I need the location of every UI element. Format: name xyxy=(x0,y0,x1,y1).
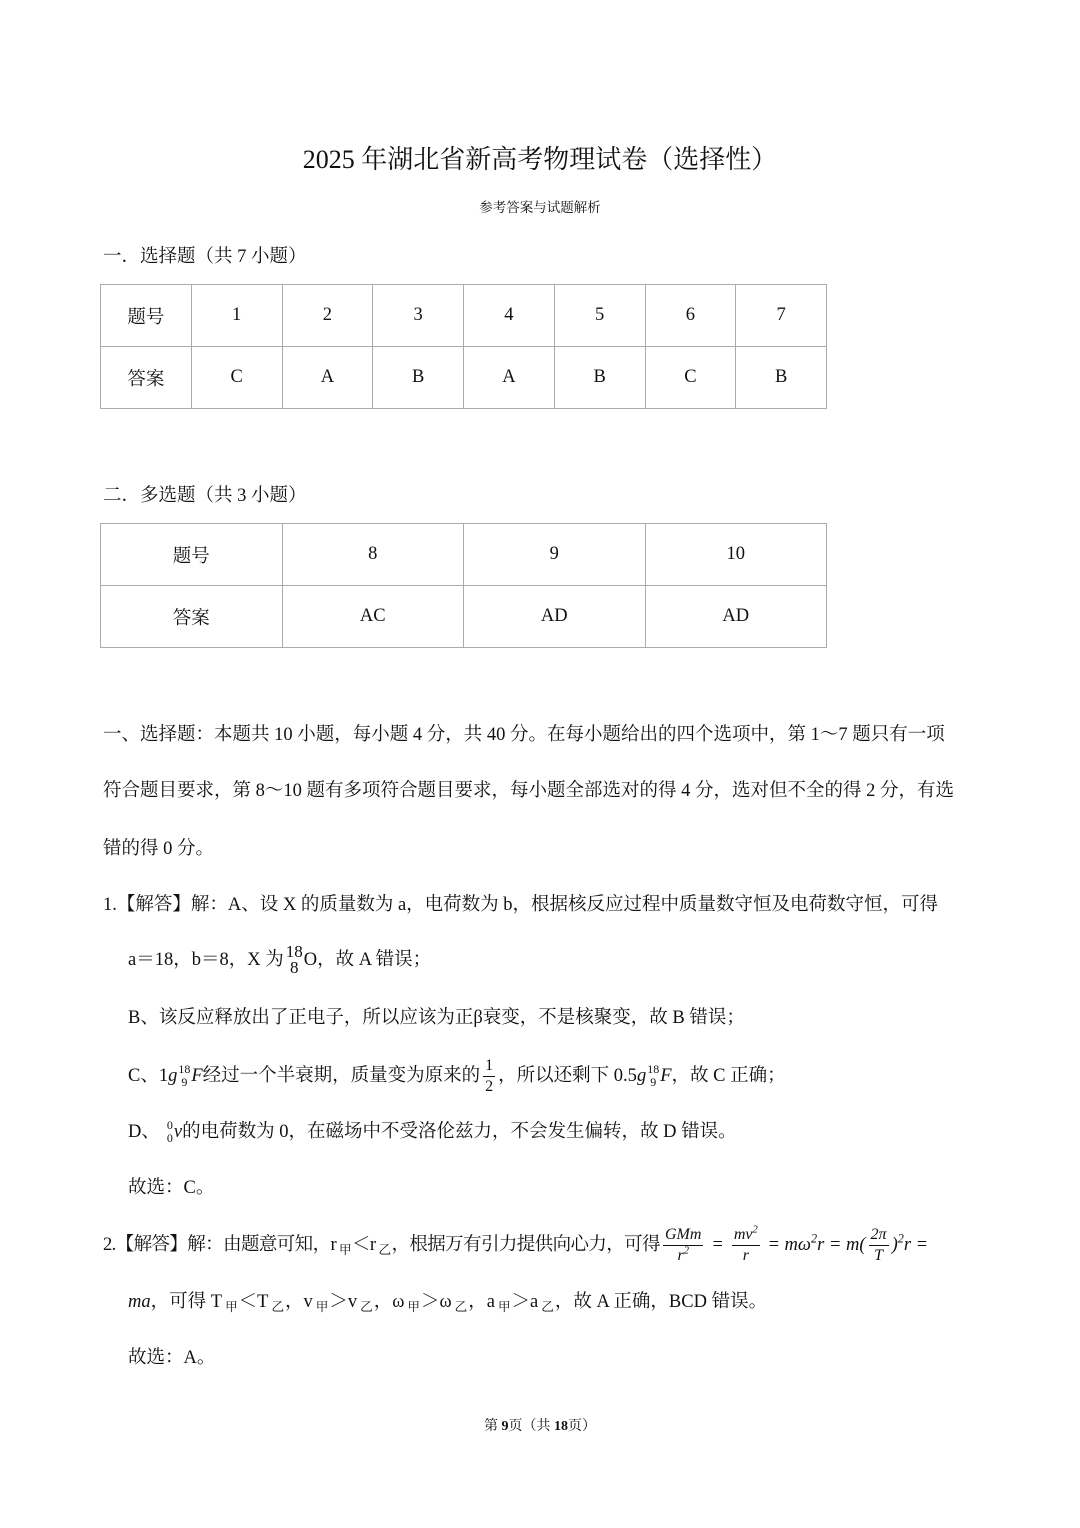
question-number-cell: 1 xyxy=(191,285,282,347)
instructions-line-3 xyxy=(103,836,214,862)
oxygen-nuclide-numbers xyxy=(285,941,303,977)
subscript-jia: 甲 xyxy=(407,1300,420,1314)
instructions-text: 错的得 0 分。 xyxy=(103,839,215,859)
table-row-question-numbers xyxy=(101,524,827,586)
question-number-cell: 5 xyxy=(554,285,645,347)
nuclide-symbol: O xyxy=(303,950,318,970)
equation-text: = mω xyxy=(762,1235,811,1255)
question-number-cell: 10 xyxy=(645,524,827,586)
q2-solution-line-1 xyxy=(103,1224,929,1264)
section-heading-multiple-choice: 二．多选题（共 3 小题） xyxy=(103,486,307,506)
section-heading-single-choice: 一．选择题（共 7 小题） xyxy=(103,247,307,267)
question-number-cell: 9 xyxy=(464,524,646,586)
fraction-gravity xyxy=(663,1227,703,1264)
fraction-angular xyxy=(869,1227,889,1264)
equation-text: ma xyxy=(128,1292,151,1312)
fluorine-nuclide-numbers xyxy=(178,1063,190,1088)
q1-line4-lead: C、1 xyxy=(128,1066,169,1086)
q1-final-choice xyxy=(128,1175,214,1201)
instructions-text: 一、选择题：本题共 10 小题，每小题 4 分，共 40 分。在每小题给出的四个选项中，第 1～7 题只有一项 xyxy=(103,725,945,745)
question-number-cell: 4 xyxy=(464,285,555,347)
equation-segment xyxy=(763,1232,866,1258)
row-label-answer: 答案 xyxy=(101,347,192,409)
fraction-numerator: 2π xyxy=(869,1227,889,1246)
table-row-answers xyxy=(101,586,827,648)
exponent: 2 xyxy=(897,1231,904,1246)
fluorine-nuclide-numbers xyxy=(647,1063,659,1088)
q1-line2-text: a＝18，b＝8，X 为 xyxy=(128,950,284,970)
page-title: 2025 年湖北省新高考物理试卷（选择性） xyxy=(302,145,778,174)
text: ＜T xyxy=(238,1292,269,1312)
table-row-answers xyxy=(101,347,827,409)
q1-line5-lead: D、 xyxy=(128,1122,160,1142)
footer-suffix: 页） xyxy=(568,1419,596,1434)
q2-final-choice xyxy=(128,1345,215,1371)
q1-solution-line-3 xyxy=(128,1005,745,1031)
fraction-numerator: 1 xyxy=(483,1058,495,1077)
text: ＞ω xyxy=(420,1292,452,1312)
subscript-jia: 甲 xyxy=(315,1300,329,1314)
single-choice-answer-table xyxy=(100,284,827,409)
q1-line3-text: B、该反应释放出了正电子，所以应该为正β衰变，不是核聚变，故 B 错误； xyxy=(128,1008,745,1028)
q1-line4-tail: ，故 C 正确； xyxy=(671,1066,786,1086)
page-footer xyxy=(0,1417,1080,1437)
answer-cell: B xyxy=(373,347,464,409)
fraction-one-half xyxy=(483,1058,495,1095)
answer-cell: A xyxy=(464,347,555,409)
text: ，可得 T xyxy=(150,1292,223,1312)
equals-sign: = xyxy=(712,1235,723,1255)
q1-solution-line-4 xyxy=(128,1056,786,1095)
answer-cell: AC xyxy=(282,586,464,648)
q1-line5-tail: 的电荷数为 0，在磁场中不受洛伦兹力，不会发生偏转，故 D 错误。 xyxy=(182,1122,737,1142)
row-label-answer: 答案 xyxy=(101,586,283,648)
subscript-yi: 乙 xyxy=(271,1300,285,1314)
q2-final-choice-text: 故选：A。 xyxy=(128,1348,216,1368)
fraction-denominator: 2 xyxy=(485,1077,494,1095)
mass-unit: g xyxy=(636,1066,647,1086)
exponent: 2 xyxy=(683,1245,689,1257)
fraction-denominator xyxy=(677,1246,689,1264)
multiple-choice-answer-table xyxy=(100,523,827,648)
nuclide-charge-number: 0 xyxy=(166,1131,173,1145)
nuclide-mass-number: 18 xyxy=(647,1062,660,1077)
answer-cell: B xyxy=(736,347,827,409)
footer-middle: 页（共 xyxy=(508,1419,554,1434)
subscript-jia: 甲 xyxy=(339,1243,352,1257)
denominator-base: r xyxy=(677,1246,684,1264)
nuclide-symbol: F xyxy=(660,1066,672,1086)
mass-unit: g xyxy=(168,1066,178,1086)
nuclide-charge-number: 9 xyxy=(650,1075,657,1089)
table-row-question-numbers xyxy=(101,285,827,347)
neutrino-numbers xyxy=(167,1119,173,1144)
question-number-cell: 8 xyxy=(282,524,464,586)
text: ，a xyxy=(468,1292,495,1312)
q1-line2-tail: ，故 A 错误； xyxy=(317,950,432,970)
q1-line4-middle-2: ，所以还剩下 0.5 xyxy=(498,1066,637,1086)
numerator-base: mv xyxy=(733,1225,753,1243)
nuclide-charge-number: 8 xyxy=(289,958,299,977)
q1-solution-line-1 xyxy=(103,892,938,918)
question-number-cell: 3 xyxy=(373,285,464,347)
exponent: 2 xyxy=(810,1231,818,1246)
text: ＞v xyxy=(329,1292,358,1312)
answer-cell: B xyxy=(554,347,645,409)
footer-prefix: 第 xyxy=(484,1419,502,1434)
instructions-text: 符合题目要求，第 8～10 题有多项符合题目要求，每小题全部选对的得 4 分，选对但不全的得 2 分，有选 xyxy=(103,781,955,801)
nuclide-charge-number: 9 xyxy=(181,1075,188,1089)
fraction-centripetal xyxy=(732,1224,760,1264)
instructions-line-2 xyxy=(103,778,954,804)
subscript-yi: 乙 xyxy=(378,1243,391,1257)
fraction-denominator: r xyxy=(742,1246,749,1264)
subscript-yi: 乙 xyxy=(541,1300,554,1314)
q1-solution-line-5 xyxy=(128,1119,737,1145)
nuclide-mass-number: 0 xyxy=(166,1118,173,1133)
instructions-line-1 xyxy=(103,722,945,748)
question-number-cell: 7 xyxy=(736,285,827,347)
comparison: ＜r xyxy=(352,1235,376,1255)
text: ，故 A 正确，BCD 错误。 xyxy=(554,1292,768,1312)
text: ＞a xyxy=(511,1292,539,1312)
q2-line1-lead: 2.【解答】解：由题意可知，r xyxy=(103,1235,337,1255)
subscript-yi: 乙 xyxy=(454,1300,468,1314)
q2-line1-text-2: ，根据万有引力提供向心力，可得 xyxy=(391,1235,660,1255)
fraction-numerator: GMm xyxy=(663,1227,703,1246)
exponent: 2 xyxy=(752,1224,758,1236)
fraction-numerator xyxy=(732,1224,760,1246)
q2-line1-text xyxy=(103,1232,660,1258)
nuclide-mass-number: 18 xyxy=(285,941,303,961)
q2-line2-text xyxy=(128,1289,767,1315)
q1-line1-text: 1.【解答】解：A、设 X 的质量数为 a，电荷数为 b，根据核反应过程中质量数守恒及电荷数守恒，可得 xyxy=(103,895,939,915)
equation-text: ) xyxy=(891,1235,898,1255)
question-number-cell: 2 xyxy=(282,285,373,347)
row-label-question-number: 题号 xyxy=(101,524,283,586)
answer-cell: AD xyxy=(645,586,827,648)
equation-text: r = m( xyxy=(817,1235,866,1255)
question-number-cell: 6 xyxy=(645,285,736,347)
page-subtitle: 参考答案与试题解析 xyxy=(479,200,601,215)
q1-solution-line-2 xyxy=(128,941,432,977)
total-page-count: 18 xyxy=(554,1419,568,1434)
answer-cell: C xyxy=(645,347,736,409)
answer-cell: C xyxy=(191,347,282,409)
subscript-yi: 乙 xyxy=(360,1300,373,1314)
nuclide-symbol: F xyxy=(191,1066,203,1086)
fraction-denominator: T xyxy=(874,1246,883,1264)
subscript-jia: 甲 xyxy=(225,1300,238,1314)
answer-cell: A xyxy=(282,347,373,409)
answer-cell: AD xyxy=(464,586,646,648)
equation-segment xyxy=(892,1232,929,1258)
q1-line4-middle: 经过一个半衰期，质量变为原来的 xyxy=(202,1066,481,1086)
text: ，v xyxy=(285,1292,313,1312)
current-page-number: 9 xyxy=(501,1419,509,1434)
nuclide-mass-number: 18 xyxy=(178,1062,191,1077)
row-label-question-number: 题号 xyxy=(101,285,192,347)
q1-final-choice-text: 故选：C。 xyxy=(128,1178,215,1198)
text: ，ω xyxy=(373,1292,405,1312)
subscript-jia: 甲 xyxy=(497,1300,511,1314)
equation-text: r = xyxy=(903,1235,929,1255)
neutrino-symbol: v xyxy=(173,1122,183,1142)
q2-solution-line-2 xyxy=(128,1289,767,1315)
